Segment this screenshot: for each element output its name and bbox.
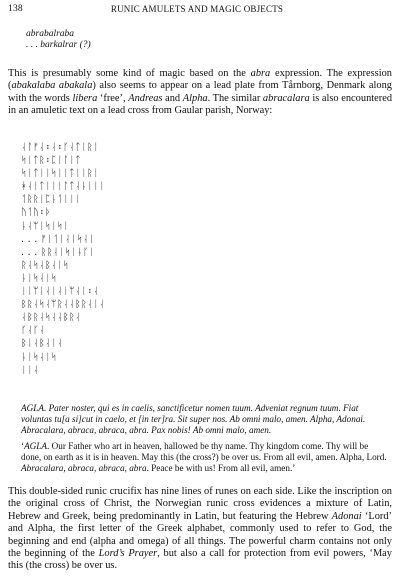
text-run: . The similar — [207, 92, 263, 104]
italic-text: AGLA — [24, 441, 48, 451]
text-run: expression. The expression ( — [8, 68, 392, 92]
rune-line: . . . ᚱᚱᛆᛁᛋᛁᚿᚴᛁ — [21, 246, 95, 258]
rune-line: ᚼᛆᛁᛏᛁᛁᛁᛚᛏᛆᚿᛁᛁᛁ — [21, 181, 105, 193]
text-run: is also encountered in an amuletic text on a lead cross from Gaular parish, Norway: — [8, 92, 393, 117]
rune-line: . . . ᚠᛁᛐᛁᛆᛁᛋᛆᛁ — [21, 233, 95, 245]
italic-text: abakalaba abakala — [11, 80, 93, 92]
italic-text: libera — [72, 92, 98, 104]
rune-line: ᛐᚱᚱᛁᛈᚿᛐᛁᛁᛁ — [21, 194, 81, 206]
text-run: ‘ — [21, 441, 25, 451]
rune-line: ᛒᚱᛆᛋᛆᛘᚱᛆᛆᛒᚱᛆᛁᛆ — [21, 299, 105, 311]
text-run: This double-sided runic crucifix has nine lines of runes on each side. Like the inscription on the original cross of Christ, the Norwegian runic cross evidences a mixture of Latin, Hebrew and Greek, being predominantly in Latin, but featuring the Hebrew — [8, 486, 392, 522]
rune-line: ᚱᛆᛋᛆᛒᛆᛁᛋ — [21, 259, 69, 271]
rune-line: ᚿᛁᛋᛆᛁᛋ — [21, 351, 57, 363]
running-title: RUNIC AMULETS AND MAGIC OBJECTS — [110, 4, 284, 14]
rune-line: ᛁᛁᛘᛁᛆᛁᛆᛁᛘᛆᛁ᛬ᛆ — [21, 286, 99, 298]
verse-line: . . . barkalrar (?) — [26, 40, 91, 50]
italic-text: Andreas — [128, 92, 163, 104]
italic-text: abra — [250, 68, 271, 79]
text-run: . Our Father who art in heaven, hallowed be thy name. Thy kingdom come. Thy will be done, on earth as it is in heaven. May this (the cross?) be over us. From all evil, amen. Alpha, Lord. — [21, 441, 387, 462]
italic-text: abracalara — [262, 92, 310, 104]
text-run: This is presumably some kind of magic based on the — [8, 68, 251, 79]
english-translation — [21, 441, 389, 474]
rune-line: ᚿᛆᛘᛁᛋᛁᛋᛁ — [21, 220, 69, 232]
verse-line: abrabalraba — [26, 29, 75, 39]
rune-line: ᛁᛁᛆ — [21, 364, 39, 376]
italic-text: Adonai — [331, 510, 362, 522]
rune-line: ᛆᛚᚠᛆ᛬ᛆ᛬ᚴᛆᛏᛁᚱᛁ — [21, 142, 99, 153]
rune-line: ᛒᛁᛆᛒᛆᛁᛆ — [21, 338, 63, 350]
rune-line: ᛆᛒᚱᛆᛋᛆᛆᛒᚱᛆ — [21, 312, 81, 324]
italic-text: Alpha — [182, 92, 208, 104]
text-run: ) also seems to appear on a lead plate from Tårnborg, Denmark along with the words — [8, 80, 392, 104]
text-run: ‘free’, — [97, 92, 129, 104]
rune-line: ᛋᛁᛏᚱ᛬ᛈᛁᛚᛁᛏ — [21, 155, 81, 167]
page-header — [8, 4, 386, 18]
page-number: 138 — [8, 4, 23, 14]
text-run: and — [162, 92, 183, 104]
rune-line: ᚴᛆᚴᛆ — [21, 325, 45, 337]
body-paragraph — [8, 68, 392, 118]
rune-line: ᚿᛁᛋᛆᛁᛋ — [21, 272, 57, 284]
text-run: , but also a call for protection from evil powers, ‘May this (the cross) be over us. — [8, 548, 392, 572]
rune-line: ᛋᛁᛏᛁᛁᛋᛁᛁᛏᛁᛁᚱᛁ — [21, 168, 99, 180]
italic-text: Lord’s Prayer — [98, 548, 158, 560]
rune-line: ᚢᛐᚢ᛬ᚦ — [21, 207, 51, 219]
body-paragraph — [8, 486, 392, 573]
text-run: ‘Lord’ and Alpha, the first letter of the Greek alphabet, commonly used to refer to God, the beginning and end (alpha and omega) of all things. The powerful charm contains not only the beginning of the — [8, 510, 392, 560]
text-run: . Peace be with us! From all evil, amen.’ — [146, 463, 296, 473]
verse-excerpt — [26, 29, 91, 51]
runic-inscription — [21, 141, 105, 377]
latin-transcription: AGLA. Pater noster, qui es in caelis, sanctificetur nomen tuum. Adveniat regnum tuum. Fiat voluntas tu[a si]cut in caelo, et [in ter]ra. Sit super nos. Ab omni malo, amen. Alpha, Adonai. Abracalara, abraca, abraca, abra. Pax nobis! Ab omni malo, amen. — [21, 403, 366, 435]
italic-text: Abracalara, abraca, abraca, abra — [21, 463, 147, 473]
